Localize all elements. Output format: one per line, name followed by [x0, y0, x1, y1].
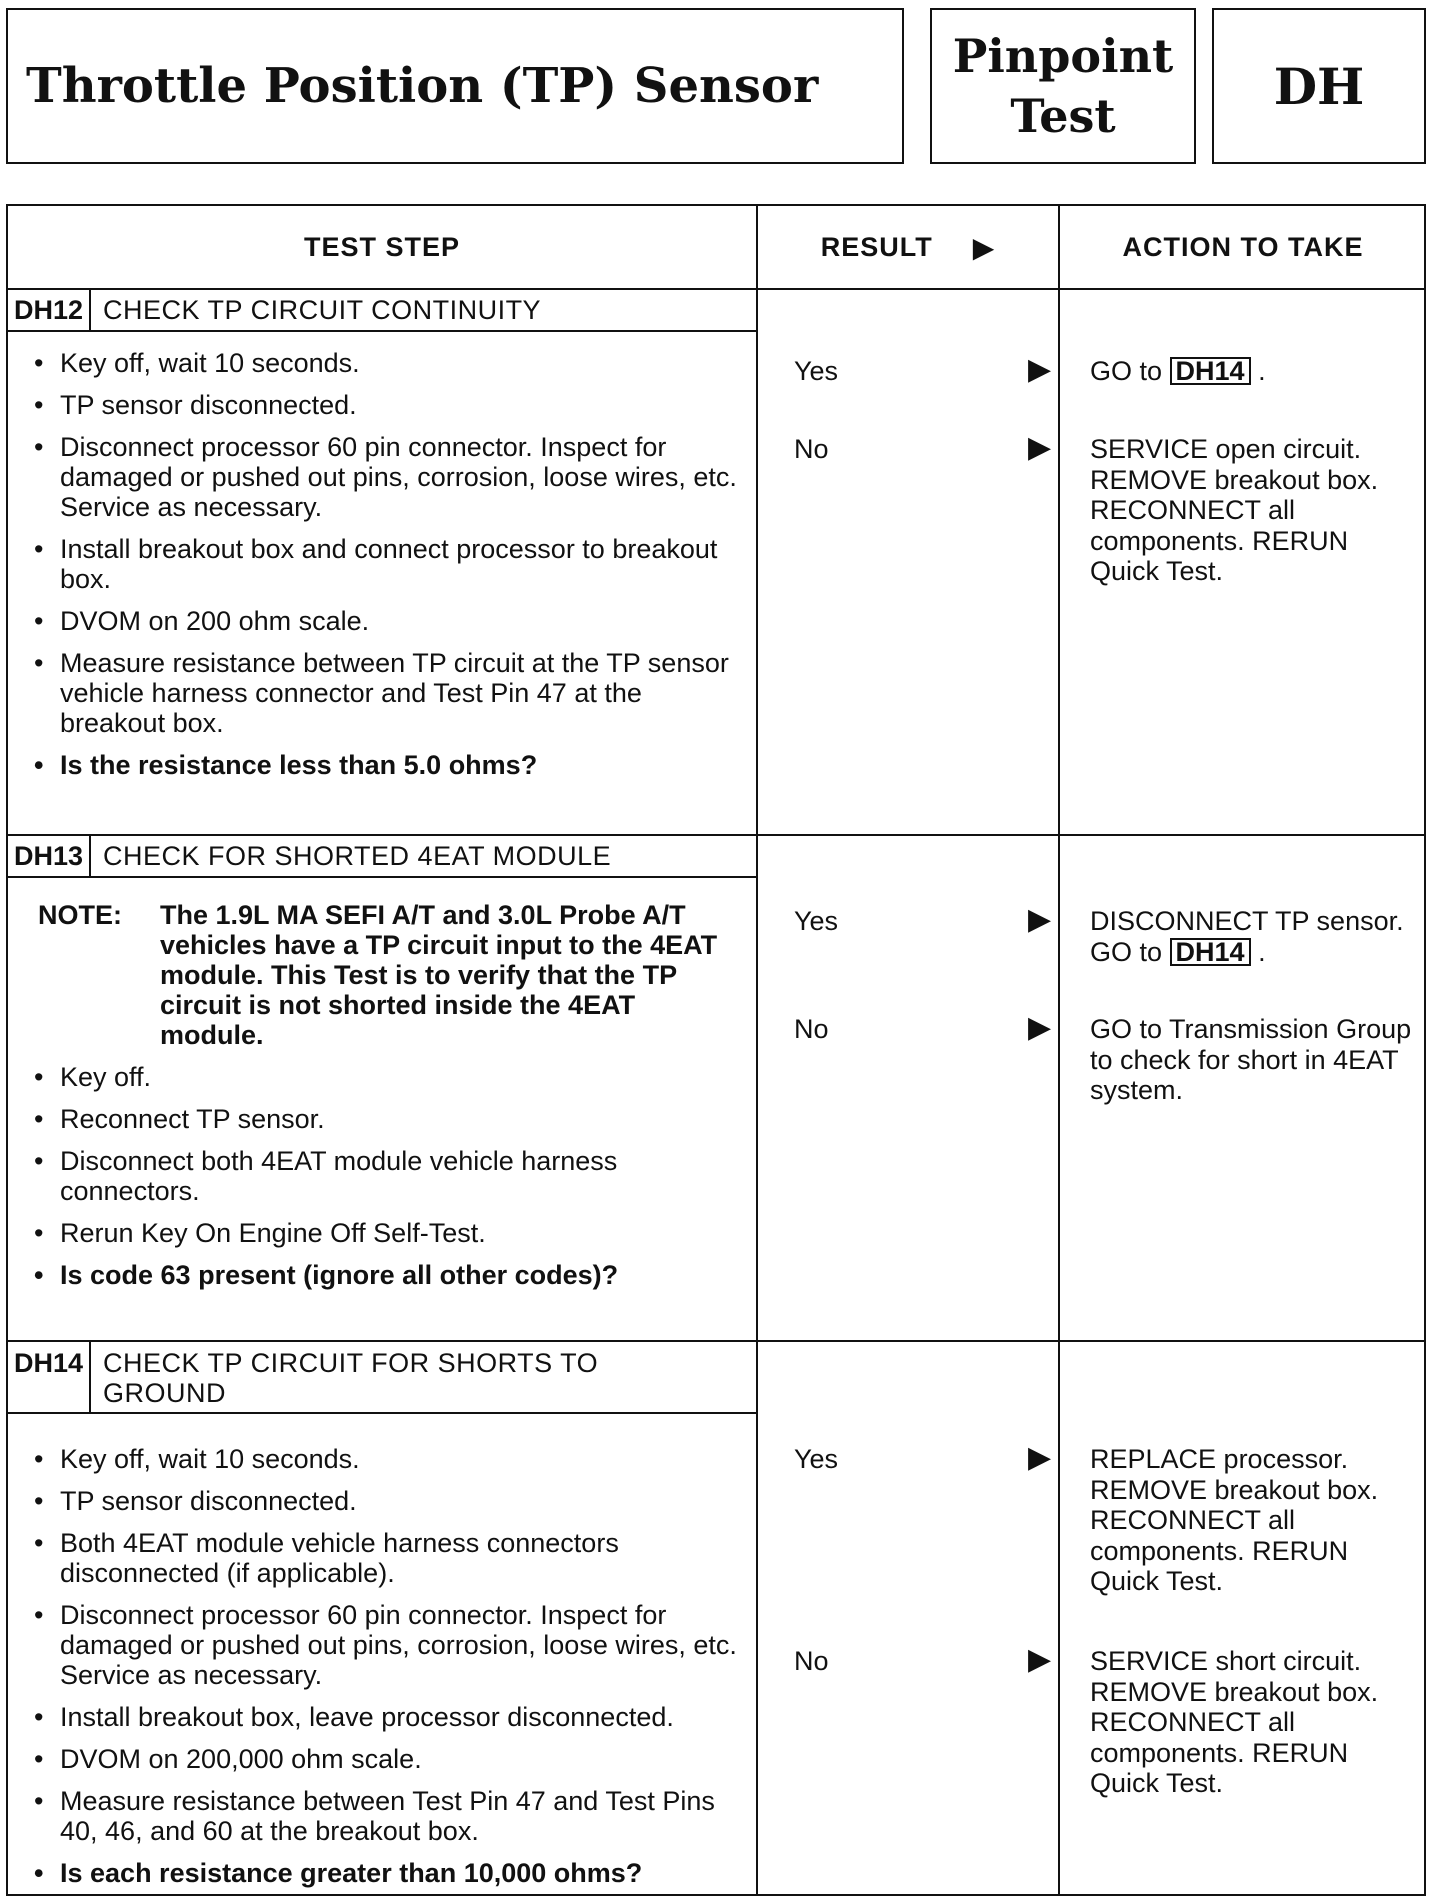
note-label: NOTE: [38, 900, 122, 930]
list-item-question: • Is each resistance greater than 10,000 ohms? [34, 1858, 643, 1888]
action-dh14-no: SERVICE short circuit. REMOVE breakout box. RECONNECT all components. RERUN Quick Test. [1090, 1646, 1379, 1798]
column-divider [1058, 206, 1060, 1894]
step-header-dh13 [8, 836, 756, 878]
arrow-right-icon: ▶ [1028, 1643, 1052, 1676]
result-yes: Yes [794, 1444, 839, 1474]
arrow-right-icon: ▶ [1028, 903, 1052, 936]
list-item: • DVOM on 200 ohm scale. [34, 606, 370, 636]
arrow-right-icon: ▶ [1028, 1011, 1052, 1044]
column-header-test-step: TEST STEP [303, 231, 461, 262]
list-item: • Reconnect TP sensor. [34, 1104, 325, 1134]
list-item: • Key off, wait 10 seconds. [34, 1444, 360, 1474]
column-divider [756, 206, 758, 1894]
list-item: • DVOM on 200,000 ohm scale. [34, 1744, 422, 1774]
step-list-dh12 [30, 348, 746, 792]
action-dh12-no: SERVICE open circuit. REMOVE breakout box. RECONNECT all components. RERUN Quick Test. [1090, 434, 1379, 586]
list-item: • Both 4EAT module vehicle harness connectors disconnected (if applicable). [34, 1528, 619, 1588]
action-dh13-no: GO to Transmission Group to check for short in 4EAT system. [1090, 1014, 1412, 1105]
step-note [30, 900, 746, 1050]
list-item: • Install breakout box and connect processor to breakout box. [34, 534, 718, 594]
test-code-text: DH [1273, 56, 1365, 116]
arrow-right-icon: ▶ [1028, 1441, 1052, 1474]
step-title: CHECK TP CIRCUIT CONTINUITY [103, 294, 542, 325]
list-item: • TP sensor disconnected. [34, 390, 357, 420]
step-title: CHECK TP CIRCUIT FOR SHORTS TO GROUND [103, 1348, 599, 1408]
column-header-result: RESULT ▶ [820, 231, 996, 263]
column-header-action: ACTION TO TAKE [1122, 231, 1364, 262]
pinpoint-line-1: Pinpoint [952, 29, 1174, 83]
result-no: No [794, 1014, 829, 1044]
step-id: DH12 [8, 290, 91, 330]
action-dh12-yes: GO to DH14 . [1090, 356, 1266, 386]
action-dh14-yes: REPLACE processor. REMOVE breakout box. RECONNECT all components. RERUN Quick Test. [1090, 1444, 1379, 1596]
pinpoint-line-2: Test [1010, 89, 1116, 143]
result-yes: Yes [794, 356, 839, 386]
step-id: DH14 [8, 1342, 91, 1412]
page-title-text: Throttle Position (TP) Sensor [26, 58, 819, 114]
list-item-question: • Is code 63 present (ignore all other codes)? [34, 1260, 619, 1290]
list-item: • Disconnect processor 60 pin connector. Inspect for damaged or pushed out pins, corrosion, loose wires, etc. Service as necessary. [34, 432, 737, 522]
arrow-right-icon: ▶ [1028, 353, 1052, 386]
page-title [6, 8, 904, 164]
step-list-dh14 [30, 1444, 746, 1900]
step-list-dh13 [30, 900, 746, 1302]
list-item: • Key off, wait 10 seconds. [34, 348, 360, 378]
step-reference: DH14 [1170, 938, 1251, 966]
pinpoint-test-label [930, 8, 1196, 164]
note-text: The 1.9L MA SEFI A/T and 3.0L Probe A/T vehicles have a TP circuit input to the 4EAT module. This Test is to verify that the TP circuit is not shorted inside the 4EAT module. [160, 900, 718, 1050]
list-item: • Disconnect processor 60 pin connector. Inspect for damaged or pushed out pins, corrosion, loose wires, etc. Service as necessary. [34, 1600, 737, 1690]
step-header-dh14 [8, 1342, 756, 1414]
test-table [6, 204, 1426, 1896]
action-dh13-yes: DISCONNECT TP sensor. GO to DH14 . [1090, 906, 1404, 967]
list-item: • Measure resistance between Test Pin 47 and Test Pins 40, 46, and 60 at the breakout box. [34, 1786, 715, 1846]
list-item: • Disconnect both 4EAT module vehicle harness connectors. [34, 1146, 618, 1206]
step-reference: DH14 [1170, 357, 1251, 385]
result-yes: Yes [794, 906, 839, 936]
arrow-right-icon: ▶ [972, 231, 996, 263]
result-no: No [794, 1646, 829, 1676]
list-item: • Key off. [34, 1062, 152, 1092]
step-title: CHECK FOR SHORTED 4EAT MODULE [103, 840, 612, 871]
step-header-dh12 [8, 290, 756, 332]
step-id: DH13 [8, 836, 91, 876]
test-code [1212, 8, 1426, 164]
list-item: • TP sensor disconnected. [34, 1486, 357, 1516]
list-item: • Install breakout box, leave processor disconnected. [34, 1702, 674, 1732]
result-no: No [794, 434, 829, 464]
arrow-right-icon: ▶ [1028, 431, 1052, 464]
list-item: • Measure resistance between TP circuit at the TP sensor vehicle harness connector and Test Pin 47 at the breakout box. [34, 648, 729, 738]
list-item-question: • Is the resistance less than 5.0 ohms? [34, 750, 538, 780]
list-item: • Rerun Key On Engine Off Self-Test. [34, 1218, 486, 1248]
